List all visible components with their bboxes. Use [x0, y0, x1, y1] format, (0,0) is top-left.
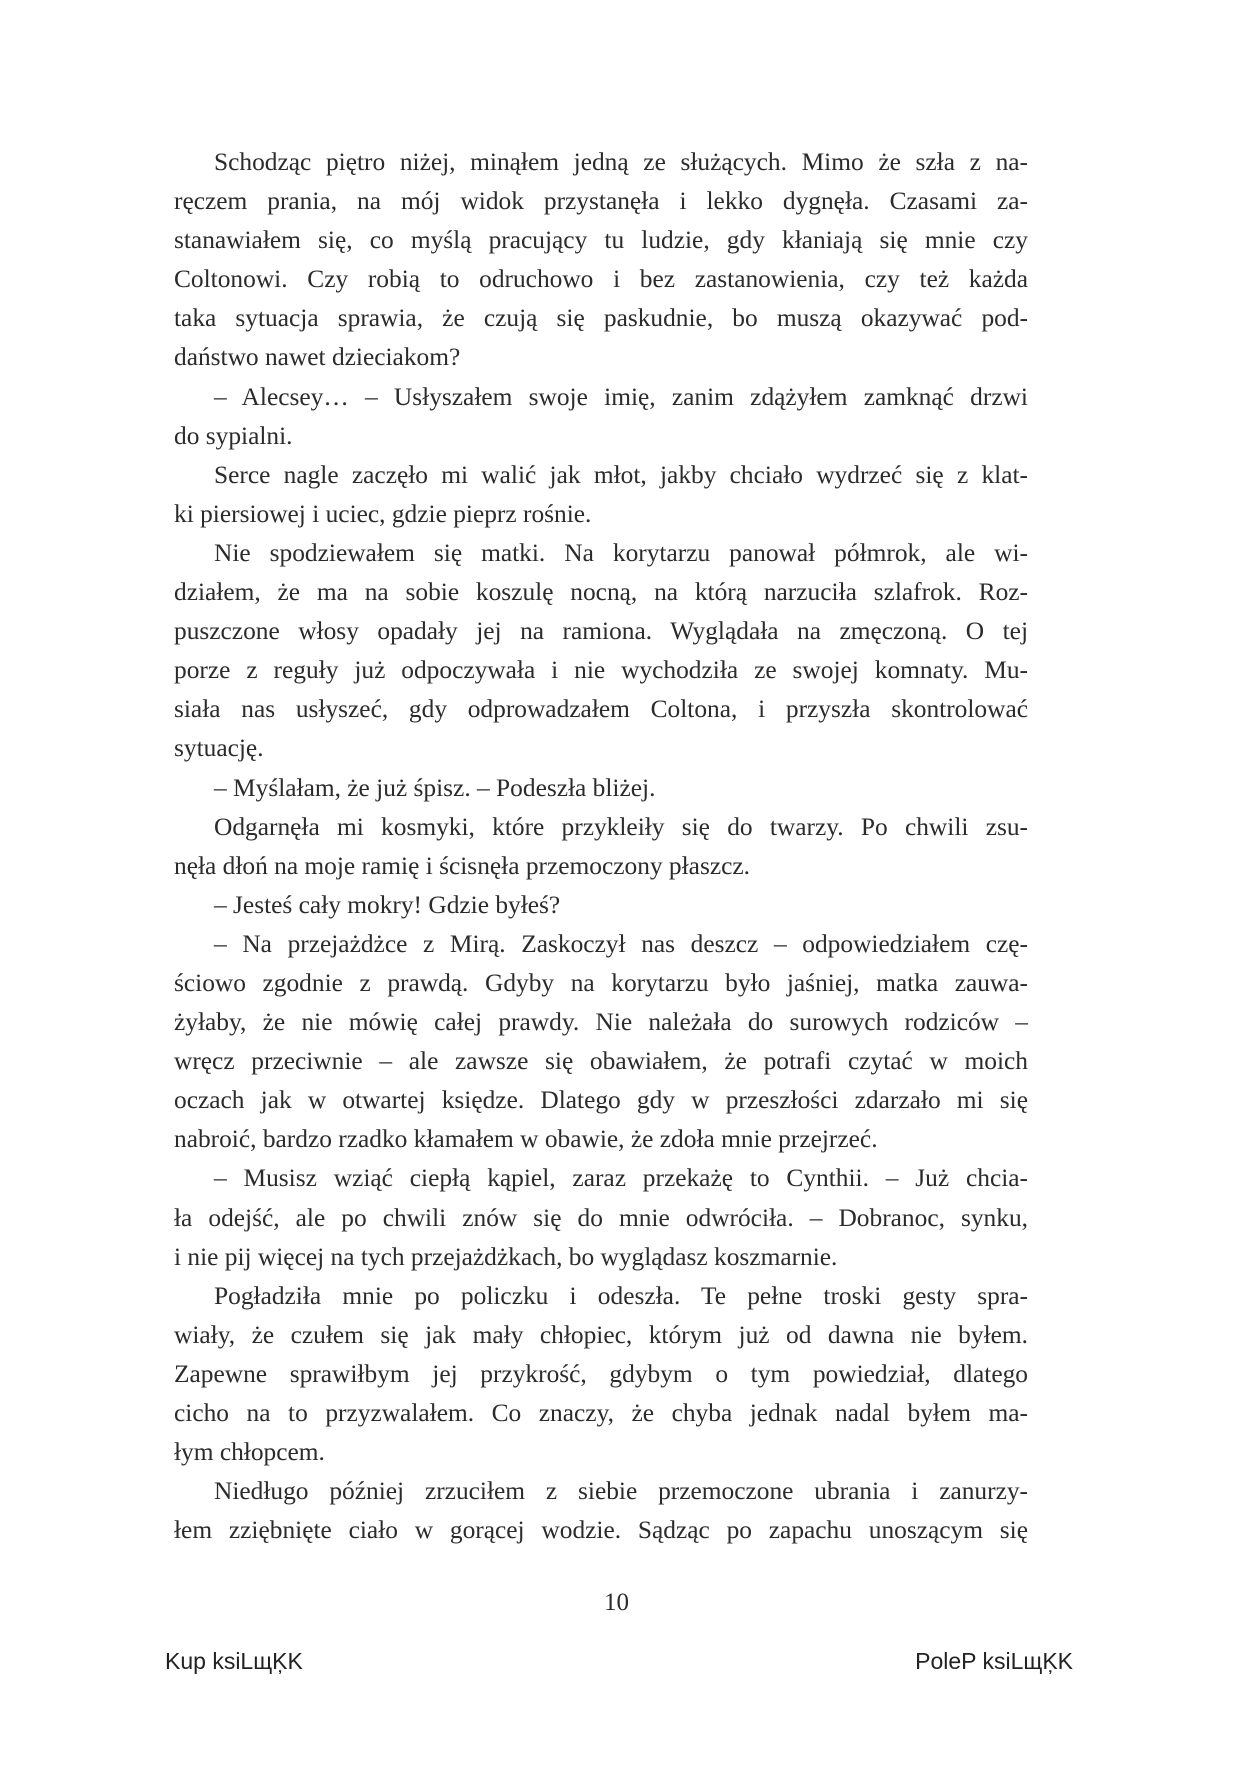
text-line: Schodząc piętro niżej, minąłem jedną ze służących. Mimo że szła z na- [214, 148, 1028, 176]
book-page-text [174, 143, 1028, 1550]
text-line: ściowo zgodnie z prawdą. Gdyby na korytarzu było jaśniej, matka zauwa- [174, 968, 1028, 997]
text-line: wręcz przeciwnie – ale zawsze się obawiałem, że potrafi czytać w moich [174, 1047, 1028, 1076]
text-line: łym chłopcem. [174, 1438, 325, 1467]
text-line: taka sytuacja sprawia, że czują się paskudnie, bo muszą okazywać pod- [174, 304, 1028, 333]
text-line: – Alecsey… – Usłyszałem swoje imię, zanim zdążyłem zamknąć drzwi [214, 382, 1028, 411]
text-line: oczach jak w otwartej księdze. Dlatego gdy w przeszłości zdarzało mi się [174, 1086, 1028, 1115]
text-line: i nie pij więcej na tych przejażdżkach, bo wyglądasz koszmarnie. [174, 1242, 838, 1271]
text-line: Odgarnęła mi kosmyki, które przykleiły się do twarzy. Po chwili zsu- [214, 812, 1028, 841]
text-line: cicho na to przyzwalałem. Co znaczy, że chyba jednak nadal byłem ma- [174, 1399, 1028, 1427]
text-line: siała nas usłyszeć, gdy odprowadzałem Coltona, i przyszła skontrolować [174, 695, 1028, 724]
text-line: – Jesteś cały mokry! Gdzie byłeś? [214, 890, 561, 919]
text-line: – Myślałam, że już śpisz. – Podeszła bliżej. [214, 773, 656, 802]
text-line: Serce nagle zaczęło mi walić jak młot, jakby chciało wydrzeć się z klat- [214, 460, 1028, 489]
text-line: porze z reguły już odpoczywała i nie wychodziła ze swojej komnaty. Mu- [174, 656, 1028, 685]
text-line: żyłaby, że nie mówię całej prawdy. Nie należała do surowych rodziców – [174, 1008, 1028, 1037]
page-number: 10 [604, 1589, 629, 1616]
text-line: ki piersiowej i uciec, gdzie pieprz rośnie. [174, 499, 592, 528]
recommend-book-link[interactable]: PoleP ksiLщĶK [915, 1648, 1073, 1674]
text-line: daństwo nawet dzieciakom? [174, 343, 461, 372]
text-line: wiały, że czułem się jak mały chłopiec, którym już od dawna nie byłem. [174, 1320, 1028, 1349]
text-line: Niedługo później zrzuciłem z siebie przemoczone ubrania i zanurzy- [214, 1477, 1028, 1506]
text-line: Coltonowi. Czy robią to odruchowo i bez zastanowienia, czy też każda [174, 265, 1028, 294]
text-line: nabroić, bardzo rzadko kłamałem w obawie, że zdoła mnie przejrzeć. [174, 1125, 878, 1154]
text-line: łem zziębnięte ciało w gorącej wodzie. Sądząc po zapachu unoszącym się [174, 1516, 1028, 1545]
text-line: Nie spodziewałem się matki. Na korytarzu panował półmrok, ale wi- [214, 538, 1028, 567]
text-line: Pogładziła mnie po policzku i odeszła. Te pełne troski gesty spra- [214, 1281, 1028, 1310]
buy-book-link[interactable]: Kup ksiLщĶK [165, 1648, 303, 1674]
text-line: do sypialni. [174, 421, 293, 450]
text-line: ręczem prania, na mój widok przystanęła i lekko dygnęła. Czasami za- [174, 187, 1028, 216]
text-line: działem, że ma na sobie koszulę nocną, na którą narzuciła szlafrok. Roz- [174, 578, 1028, 607]
text-line: ła odejść, ale po chwili znów się do mnie odwróciła. – Dobranoc, synku, [174, 1203, 1028, 1232]
text-line: sytuację. [174, 734, 264, 763]
text-line: nęła dłoń na moje ramię i ścisnęła przemoczony płaszcz. [174, 851, 750, 880]
text-line: puszczone włosy opadały jej na ramiona. Wyglądała na zmęczoną. O tej [174, 617, 1028, 646]
text-line: stanawiałem się, co myślą pracujący tu ludzie, gdy kłaniają się mnie czy [174, 226, 1028, 255]
text-line: Zapewne sprawiłbym jej przykrość, gdybym o tym powiedział, dlatego [174, 1359, 1028, 1388]
text-line: – Na przejażdżce z Mirą. Zaskoczył nas deszcz – odpowiedziałem czę- [214, 929, 1028, 958]
text-line: – Musisz wziąć ciepłą kąpiel, zaraz przekażę to Cynthii. – Już chcia- [214, 1164, 1028, 1193]
